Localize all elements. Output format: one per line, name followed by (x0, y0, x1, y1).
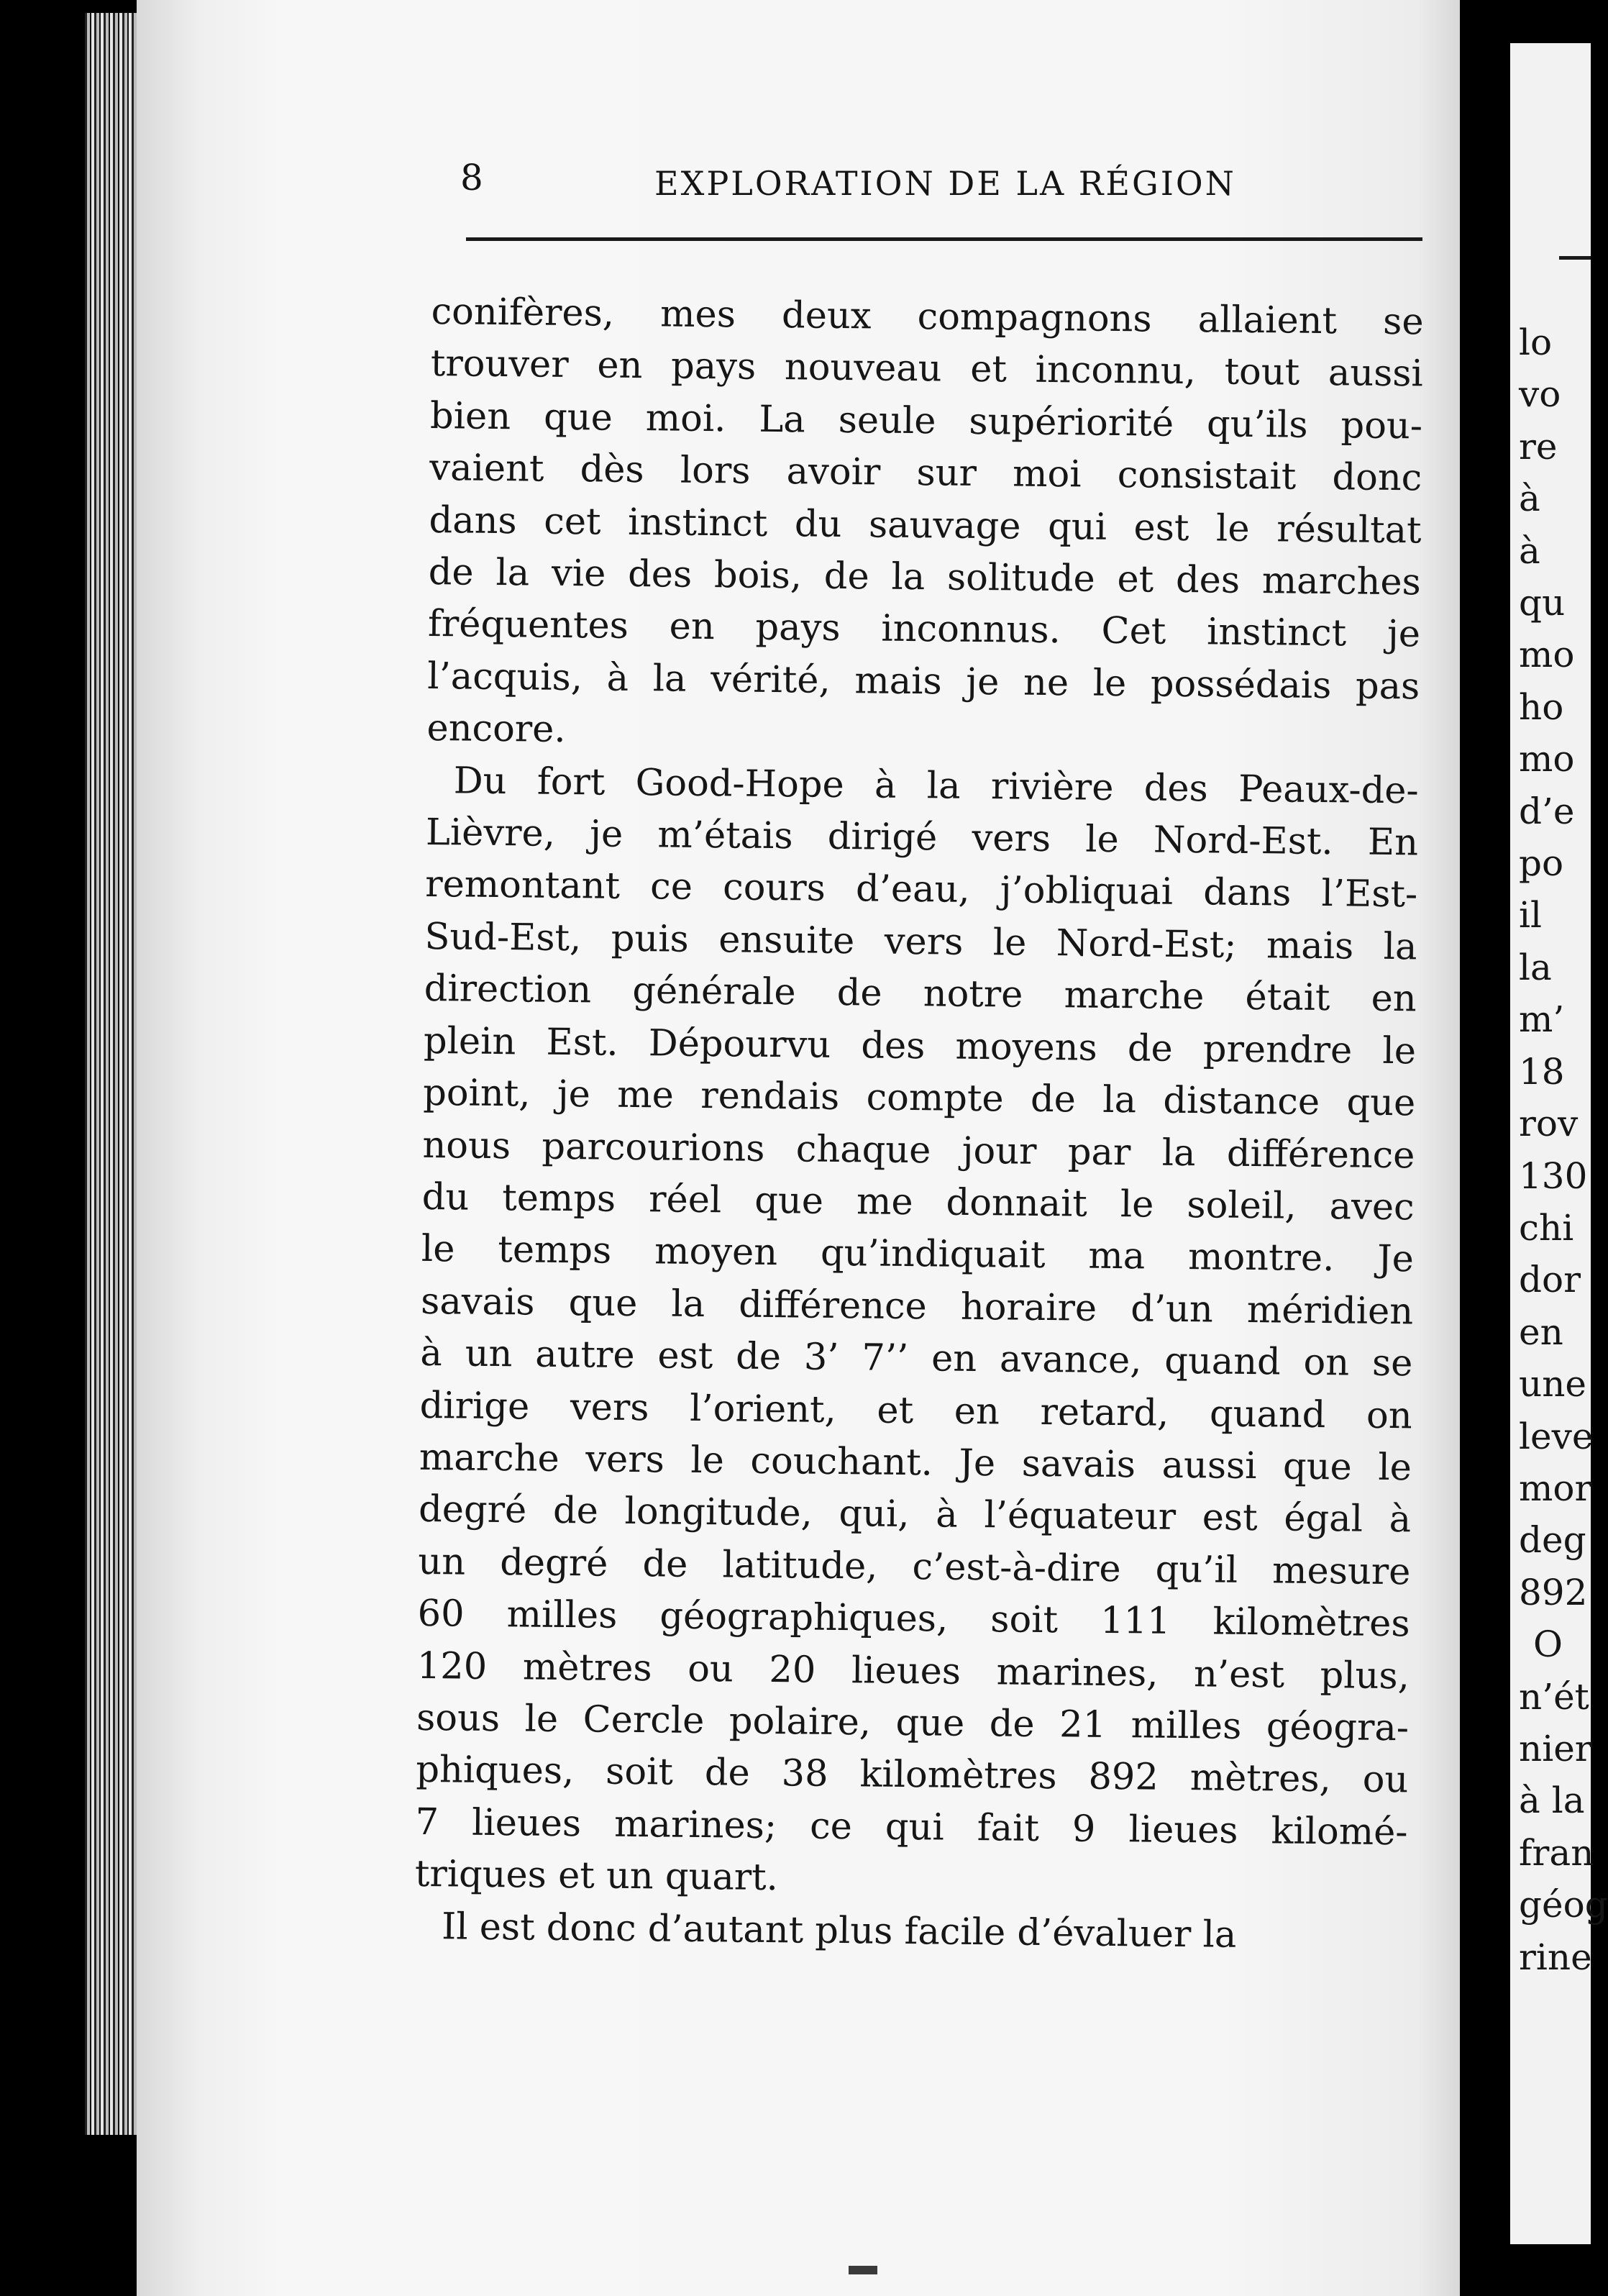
facing-page-line: la (1519, 946, 1552, 988)
text-line: phiques, soit de 38 kilomètres 892 mètres, ou (416, 1749, 1409, 1802)
text-line: trouver en pays nouveau et inconnu, tout aussi (430, 342, 1424, 396)
text-line: encore. (426, 707, 566, 752)
text-line: direction générale de notre marche était en (424, 967, 1417, 1021)
text-line: conifères, mes deux compagnons allaient se (431, 290, 1424, 344)
facing-page-line: lo (1519, 322, 1553, 363)
facing-page-rule (1559, 256, 1591, 260)
facing-page-text (1519, 316, 1608, 1983)
facing-page-line: d’e (1519, 790, 1575, 832)
facing-page-line: chi (1519, 1206, 1574, 1249)
text-line: sous le Cercle polaire, que de 21 milles géogra- (416, 1696, 1410, 1750)
facing-page-line: à la (1519, 1780, 1585, 1822)
facing-page-line: 18 (1519, 1050, 1565, 1093)
text-line: Sud-Est, puis ensuite vers le Nord-Est; mais la (424, 915, 1417, 969)
facing-page-line: dor (1519, 1259, 1581, 1301)
text-line: dirige vers l’orient, et en retard, quand on (419, 1384, 1412, 1437)
facing-page-line: m’ (1519, 998, 1565, 1041)
text-line: Lièvre, je m’étais dirigé vers le Nord-Est. En (425, 811, 1419, 865)
facing-page-line: deg (1519, 1519, 1586, 1562)
facing-page-line: n’ét (1519, 1675, 1589, 1718)
facing-page-line: 130 (1519, 1154, 1588, 1197)
text-line: marche vers le couchant. Je savais aussi que le (419, 1436, 1412, 1490)
text-line: savais que la différence horaire d’un méridien (420, 1280, 1414, 1334)
text-line: un degré de latitude, c’est-à-dire qu’il mesure (418, 1540, 1411, 1594)
paragraph (414, 755, 1419, 1911)
text-line: de la vie des bois, de la solitude et des marches (428, 551, 1422, 604)
facing-page-line: mo (1519, 634, 1575, 676)
facing-page-line: re (1519, 425, 1558, 468)
text-line: Du fort Good-Hope à la rivière des Peaux-de- (453, 760, 1420, 813)
page-header (460, 157, 1424, 214)
text-line: triques et un quart. (414, 1853, 779, 1900)
text-line: du temps réel que me donnait le soleil, avec (421, 1175, 1415, 1229)
facing-page-line: fran (1519, 1831, 1594, 1874)
paragraph (426, 286, 1424, 765)
scan-mark (849, 2266, 877, 2274)
text-line: point, je me rendais compte de la distance que (422, 1072, 1416, 1125)
text-line: dans cet instinct du sauvage qui est le résultat (429, 498, 1422, 552)
running-head: EXPLORATION DE LA RÉGION (654, 164, 1236, 203)
text-line: le temps moyen qu’indiquait ma montre. Je (421, 1228, 1415, 1281)
text-line: remontant ce cours d’eau, j’obliquai dans l’Est- (424, 863, 1418, 916)
facing-page-line: mo (1519, 738, 1575, 780)
facing-page-line: rov (1519, 1103, 1579, 1145)
text-line: fréquentes en pays inconnus. Cet instinct je (427, 603, 1421, 656)
facing-page-line: une (1519, 1363, 1586, 1406)
facing-page-line: géog (1519, 1884, 1608, 1926)
text-line: vaient dès lors avoir sur moi consistait donc (429, 447, 1422, 500)
header-rule (466, 237, 1422, 241)
facing-page-line: ho (1519, 685, 1564, 728)
facing-page-line: en (1519, 1311, 1563, 1353)
paragraph (414, 1900, 1407, 1963)
text-line: à un autre est de 3’ 7’’ en avance, quand on se (420, 1332, 1413, 1385)
text-line: degré de longitude, qui, à l’équateur est égal à (418, 1488, 1412, 1541)
text-line: 120 mètres ou 20 lieues marines, n’est plus, (416, 1644, 1410, 1698)
facing-page-line: qu (1519, 582, 1566, 624)
facing-page-line: nier (1519, 1727, 1592, 1769)
facing-page-line: leve (1519, 1415, 1594, 1457)
facing-page-line: rine (1519, 1936, 1592, 1978)
facing-page-line: à (1519, 478, 1540, 520)
facing-page-line: po (1519, 842, 1564, 885)
facing-page-line: vo (1519, 373, 1561, 416)
text-line: bien que moi. La seule supériorité qu’ils pou- (429, 394, 1423, 448)
text-line: l’acquis, à la vérité, mais je ne le possédais pas (427, 655, 1420, 709)
text-line: 7 lieues marines; ce qui fait 9 lieues kilomé- (415, 1800, 1408, 1854)
facing-page-line: il (1519, 894, 1542, 937)
facing-page-line: à (1519, 529, 1540, 572)
page-number: 8 (460, 157, 483, 199)
text-line: 60 milles géographiques, soit 111 kilomètres (417, 1593, 1410, 1646)
text-line: nous parcourions chaque jour par la différence (422, 1124, 1415, 1177)
facing-page-line: 892 (1519, 1571, 1588, 1613)
facing-page-line: mor (1519, 1467, 1592, 1509)
facing-page-line: O (1533, 1623, 1563, 1666)
text-line: Il est donc d’autant plus facile d’évaluer la (441, 1905, 1237, 1956)
body-text (414, 286, 1424, 1963)
text-line: plein Est. Dépourvu des moyens de prendre le (423, 1019, 1417, 1073)
